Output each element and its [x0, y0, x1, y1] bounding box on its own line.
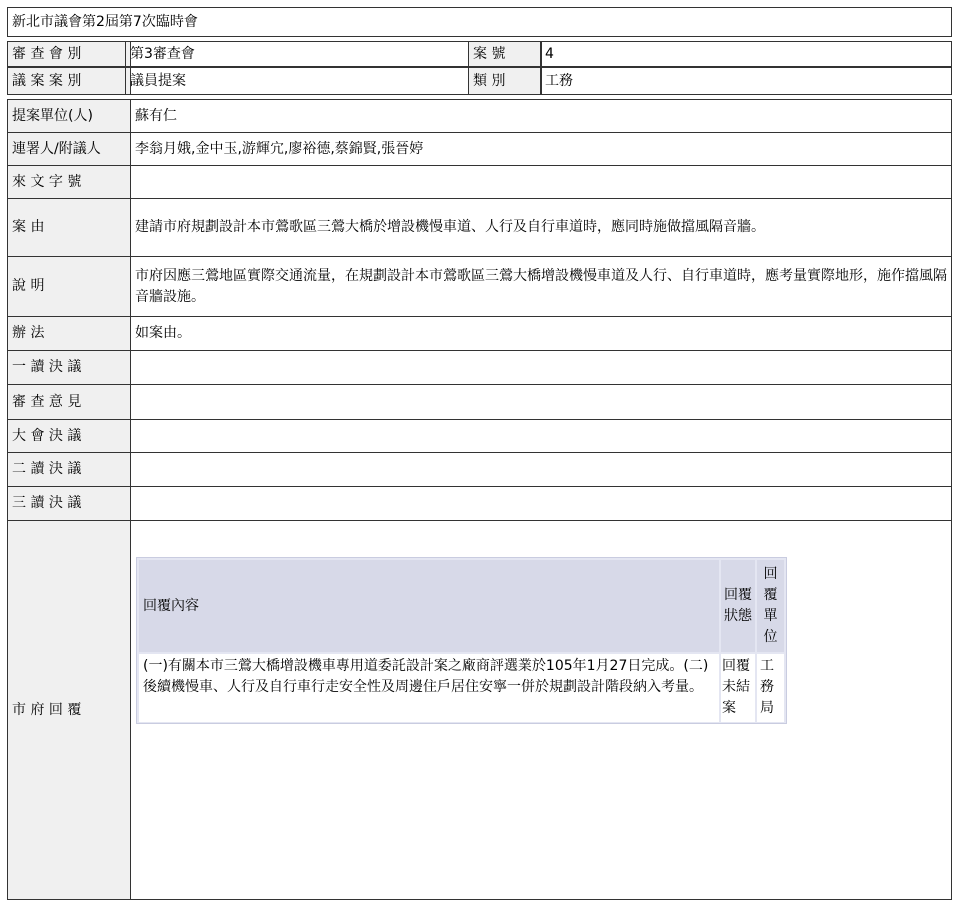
reply-status-text: 回覆未結案 — [722, 658, 750, 716]
committee-label — [7, 41, 131, 67]
government-reply-label — [7, 520, 131, 900]
cosigner-value — [130, 132, 952, 166]
explanation-label — [7, 256, 131, 317]
third-reading-label — [7, 486, 131, 521]
review-opinion-label-text: 審 查 意 見 — [12, 393, 82, 410]
subject-label-text: 案 由 — [12, 219, 45, 235]
proposer-value-text: 蘇有仁 — [135, 107, 177, 124]
method-value-text: 如案由。 — [135, 325, 191, 341]
document-number-label — [7, 165, 131, 199]
assembly-resolution-value — [130, 419, 952, 453]
subject-value — [130, 198, 952, 257]
proposal-type-label-text: 議 案 案 別 — [12, 72, 82, 89]
third-reading-value — [130, 486, 952, 521]
reply-header-content-text: 回覆內容 — [143, 597, 199, 614]
explanation-value — [130, 256, 952, 317]
second-reading-label — [7, 452, 131, 487]
reply-unit-text: 工務局 — [760, 658, 774, 716]
reply-content-text: (一)有關本市三鶯大橋增設機車專用道委託設計案之廠商評選業於105年1月27日完成。(二)後續機慢車、人行及自行車行走安全性及周邊住戶居住安寧一併於規劃設計階段納入考量。 — [143, 658, 709, 695]
category-label-text: 類 別 — [473, 72, 506, 89]
cosigner-label — [7, 132, 131, 166]
proposal-type-value-text: 議員提案 — [130, 72, 186, 89]
subject-value-text: 建請市府規劃設計本市鶯歌區三鶯大橋於增設機慢車道、人行及自行車道時，應同時施做擋風隔音牆。 — [135, 219, 765, 235]
method-value — [130, 316, 952, 351]
first-reading-label — [7, 350, 131, 385]
case-no-value — [540, 41, 952, 67]
second-reading-value — [130, 452, 952, 487]
proposal-type-value — [125, 67, 469, 95]
reply-unit-cell — [757, 654, 784, 722]
review-opinion-label — [7, 384, 131, 420]
reply-header-unit — [757, 560, 784, 652]
first-reading-value — [130, 350, 952, 385]
proposal-type-label — [7, 67, 131, 95]
session-title — [7, 7, 952, 37]
reply-table — [136, 557, 787, 724]
reply-header-content — [139, 560, 719, 652]
category-value-text: 工務 — [545, 72, 573, 89]
proposer-label-text: 提案單位(人) — [12, 107, 93, 124]
category-value — [540, 67, 952, 95]
proposer-value — [130, 99, 952, 133]
subject-label — [7, 198, 131, 257]
reply-content-cell — [139, 654, 719, 722]
cosigner-label-text: 連署人/附議人 — [12, 140, 101, 157]
proposer-label — [7, 99, 131, 133]
case-no-label — [468, 41, 542, 67]
category-label — [468, 67, 542, 95]
committee-value — [125, 41, 469, 67]
reply-header-status — [721, 560, 755, 652]
third-reading-label-text: 三 讀 決 議 — [12, 495, 82, 511]
reply-status-cell — [721, 654, 755, 722]
session-title-text: 新北市議會第2屆第7次臨時會 — [12, 13, 198, 30]
review-opinion-value — [130, 384, 952, 420]
document-number-value — [130, 165, 952, 199]
assembly-resolution-label — [7, 419, 131, 453]
case-no-value-text: 4 — [545, 45, 554, 62]
cosigner-value-text: 李翁月娥,金中玉,游輝宂,廖裕德,蔡錦賢,張晉婷 — [135, 140, 424, 157]
document-number-label-text: 來 文 字 號 — [12, 173, 82, 190]
committee-label-text: 審 查 會 別 — [12, 45, 82, 62]
first-reading-label-text: 一 讀 決 議 — [12, 359, 82, 375]
committee-value-text: 第3審查會 — [130, 45, 195, 62]
explanation-label-text: 說 明 — [12, 278, 45, 294]
second-reading-label-text: 二 讀 決 議 — [12, 461, 82, 477]
assembly-resolution-label-text: 大 會 決 議 — [12, 427, 82, 444]
reply-header-unit-text: 回覆單位 — [763, 566, 778, 645]
government-reply-label-text: 市 府 回 覆 — [12, 701, 82, 718]
case-no-label-text: 案 號 — [473, 45, 506, 62]
explanation-value-text: 市府因應三鶯地區實際交通流量，在規劃設計本市鶯歌區三鶯大橋增設機慢車道及人行、自行車道時，應考量實際地形，施作擋風隔音牆設施。 — [135, 267, 947, 305]
method-label-text: 辦 法 — [12, 325, 45, 341]
reply-header-status-text: 回覆狀態 — [724, 587, 752, 624]
method-label — [7, 316, 131, 351]
